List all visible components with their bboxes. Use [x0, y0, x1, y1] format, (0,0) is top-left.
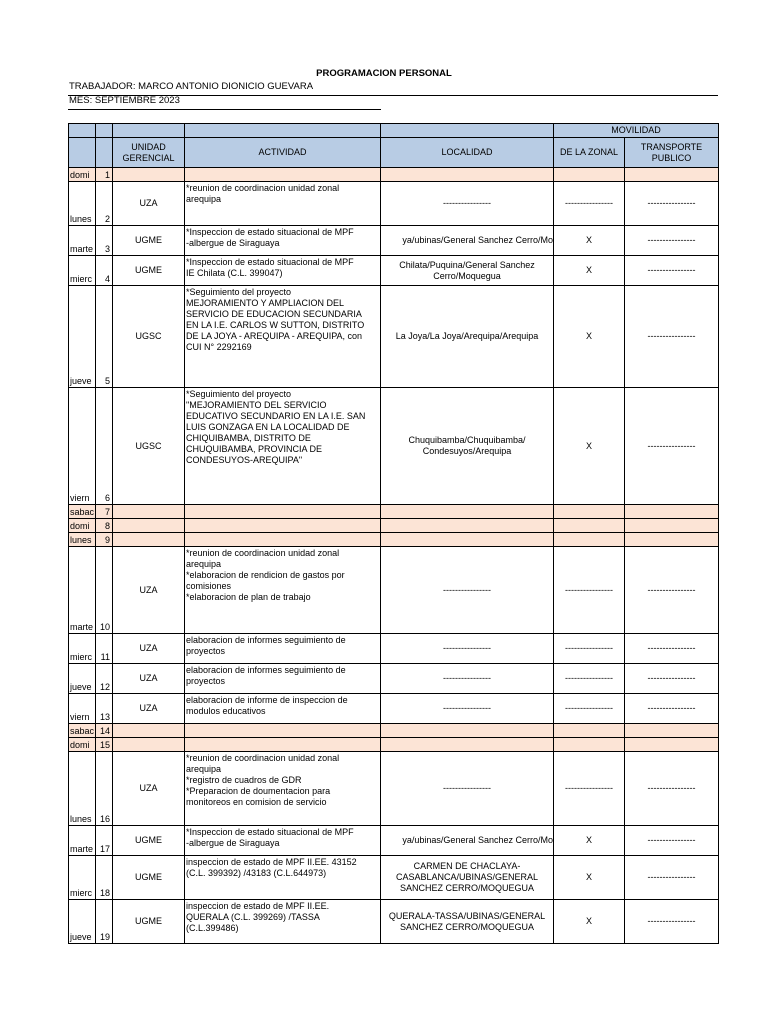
activity-cell: *reunion de coordinacion unidad zonal arequipa *elaboracion de rendicion de gastos por comisiones *elaboracion de plan de trabajo	[185, 547, 381, 634]
activity-cell	[185, 738, 381, 752]
table-row	[69, 286, 719, 388]
day-number-cell: 12	[96, 664, 113, 694]
table-row	[69, 547, 719, 634]
header-movilidad: MOVILIDAD	[554, 124, 719, 138]
location-cell: La Joya/La Joya/Arequipa/Arequipa	[381, 286, 554, 388]
day-cell: domi	[69, 738, 96, 752]
location-cell: CARMEN DE CHACLAYA- CASABLANCA/UBINAS/GENERAL SANCHEZ CERRO/MOQUEGUA	[381, 856, 554, 900]
zonal-cell: ----------------	[554, 547, 625, 634]
location-cell	[381, 724, 554, 738]
activity-cell: *Inspeccion de estado situacional de MPF -albergue de Siraguaya	[185, 826, 381, 856]
table-row	[69, 182, 719, 226]
table-row	[69, 724, 719, 738]
header-actividad: ACTIVIDAD	[185, 138, 381, 168]
location-cell: ----------------	[381, 547, 554, 634]
transport-cell	[625, 724, 719, 738]
unit-cell: UGME	[113, 856, 185, 900]
activity-cell: inspeccion de estado de MPF II.EE. QUERALA (C.L. 399269) /TASSA (C.L.399486)	[185, 900, 381, 944]
table-row	[69, 664, 719, 694]
zonal-cell: X	[554, 286, 625, 388]
zonal-cell	[554, 168, 625, 182]
activity-cell: elaboracion de informes seguimiento de proyectos	[185, 664, 381, 694]
table-row	[69, 826, 719, 856]
header-unidad: UNIDAD GERENCIAL	[113, 138, 185, 168]
schedule-table	[68, 123, 719, 944]
month-label: MES: SEPTIEMBRE 2023	[69, 95, 180, 106]
transport-cell: ----------------	[625, 256, 719, 286]
table-row	[69, 533, 719, 547]
transport-cell	[625, 519, 719, 533]
location-cell: ----------------	[381, 182, 554, 226]
location-cell: ----------------	[381, 752, 554, 826]
activity-cell	[185, 533, 381, 547]
transport-cell: ----------------	[625, 900, 719, 944]
day-number-cell: 2	[96, 182, 113, 226]
unit-cell: UGME	[113, 900, 185, 944]
unit-cell	[113, 724, 185, 738]
header-localidad: LOCALIDAD	[381, 138, 554, 168]
day-cell: lunes	[69, 752, 96, 826]
header-zonal: DE LA ZONAL	[554, 138, 625, 168]
transport-cell	[625, 738, 719, 752]
day-cell: sabac	[69, 724, 96, 738]
table-row	[69, 388, 719, 505]
transport-cell: ----------------	[625, 634, 719, 664]
unit-cell: UZA	[113, 182, 185, 226]
activity-cell	[185, 724, 381, 738]
zonal-cell: ----------------	[554, 694, 625, 724]
header-row	[69, 138, 719, 168]
activity-cell: *Inspeccion de estado situacional de MPF -albergue de Siraguaya	[185, 226, 381, 256]
day-cell: lunes	[69, 533, 96, 547]
location-cell: QUERALA-TASSA/UBINAS/GENERAL SANCHEZ CERRO/MOQUEGUA	[381, 900, 554, 944]
zonal-cell	[554, 533, 625, 547]
table-row	[69, 738, 719, 752]
location-cell: ya/ubinas/General Sanchez Cerro/Mo	[381, 826, 554, 856]
worker-line	[68, 81, 718, 96]
table-row	[69, 900, 719, 944]
transport-cell: ----------------	[625, 226, 719, 256]
activity-cell: *reunion de coordinacion unidad zonal arequipa	[185, 182, 381, 226]
location-cell	[381, 533, 554, 547]
day-number-cell: 19	[96, 900, 113, 944]
activity-cell: *reunion de coordinacion unidad zonal arequipa *registro de cuadros de GDR *Preparacion de doumentacion para monitoreos en comision de servicio	[185, 752, 381, 826]
day-number-cell: 17	[96, 826, 113, 856]
location-cell: Chilata/Puquina/General Sanchez Cerro/Moquegua	[381, 256, 554, 286]
day-number-cell: 5	[96, 286, 113, 388]
day-cell: viern	[69, 694, 96, 724]
activity-cell	[185, 168, 381, 182]
day-cell: jueve	[69, 286, 96, 388]
day-number-cell: 7	[96, 505, 113, 519]
unit-cell	[113, 505, 185, 519]
table-row	[69, 226, 719, 256]
unit-cell: UGME	[113, 826, 185, 856]
day-number-cell: 4	[96, 256, 113, 286]
day-cell: marte	[69, 547, 96, 634]
activity-cell: inspeccion de estado de MPF II.EE. 43152 (C.L. 399392) /43183 (C.L.644973)	[185, 856, 381, 900]
location-cell: ----------------	[381, 664, 554, 694]
unit-cell: UZA	[113, 664, 185, 694]
day-number-cell: 13	[96, 694, 113, 724]
location-cell	[381, 505, 554, 519]
day-cell: sabac	[69, 505, 96, 519]
day-number-cell: 14	[96, 724, 113, 738]
transport-cell: ----------------	[625, 826, 719, 856]
transport-cell: ----------------	[625, 388, 719, 505]
day-number-cell: 16	[96, 752, 113, 826]
unit-cell: UGSC	[113, 388, 185, 505]
zonal-cell: X	[554, 388, 625, 505]
day-cell: marte	[69, 826, 96, 856]
unit-cell	[113, 519, 185, 533]
worker-name: TRABAJADOR: MARCO ANTONIO DIONICIO GUEVARA	[69, 81, 314, 92]
table-row	[69, 519, 719, 533]
header-transporte: TRANSPORTE PUBLICO	[625, 138, 719, 168]
location-cell: ----------------	[381, 634, 554, 664]
transport-cell: ----------------	[625, 664, 719, 694]
transport-cell: ----------------	[625, 694, 719, 724]
day-number-cell: 11	[96, 634, 113, 664]
table-row	[69, 634, 719, 664]
unit-cell: UGME	[113, 256, 185, 286]
table-row	[69, 505, 719, 519]
day-cell: jueve	[69, 900, 96, 944]
location-cell	[381, 519, 554, 533]
day-cell: lunes	[69, 182, 96, 226]
unit-cell	[113, 168, 185, 182]
header-row-top	[69, 124, 719, 138]
activity-cell	[185, 505, 381, 519]
table-row	[69, 856, 719, 900]
unit-cell: UGME	[113, 226, 185, 256]
activity-cell: elaboracion de informe de inspeccion de modulos educativos	[185, 694, 381, 724]
transport-cell	[625, 505, 719, 519]
day-number-cell: 9	[96, 533, 113, 547]
transport-cell	[625, 533, 719, 547]
table-row	[69, 168, 719, 182]
day-number-cell: 10	[96, 547, 113, 634]
zonal-cell: X	[554, 226, 625, 256]
day-cell: marte	[69, 226, 96, 256]
page-title: PROGRAMACION PERSONAL	[316, 68, 452, 79]
zonal-cell: ----------------	[554, 182, 625, 226]
zonal-cell: X	[554, 856, 625, 900]
zonal-cell	[554, 724, 625, 738]
zonal-cell: X	[554, 256, 625, 286]
schedule-body	[69, 168, 719, 944]
unit-cell: UZA	[113, 547, 185, 634]
day-number-cell: 6	[96, 388, 113, 505]
transport-cell	[625, 168, 719, 182]
month-line	[68, 95, 381, 110]
activity-cell: *Seguimiento del proyecto "MEJORAMIENTO DEL SERVICIO EDUCATIVO SECUNDARIO EN LA I.E. SAN LUIS GONZAGA EN LA LOCALIDAD DE CHIQUIBAMBA, DISTRITO DE CHUQUIBAMBA, PROVINCIA DE CONDESUYOS-AREQUIPA"	[185, 388, 381, 505]
table-row	[69, 694, 719, 724]
day-cell: viern	[69, 388, 96, 505]
location-cell	[381, 168, 554, 182]
day-cell: domi	[69, 168, 96, 182]
zonal-cell	[554, 738, 625, 752]
day-cell: mierc	[69, 256, 96, 286]
activity-cell: *Inspeccion de estado situacional de MPF IE Chilata (C.L. 399047)	[185, 256, 381, 286]
zonal-cell: X	[554, 900, 625, 944]
transport-cell: ----------------	[625, 547, 719, 634]
transport-cell: ----------------	[625, 182, 719, 226]
zonal-cell: ----------------	[554, 634, 625, 664]
transport-cell: ----------------	[625, 286, 719, 388]
location-cell: ya/ubinas/General Sanchez Cerro/Mo	[381, 226, 554, 256]
unit-cell: UGSC	[113, 286, 185, 388]
table-row	[69, 752, 719, 826]
day-cell: domi	[69, 519, 96, 533]
unit-cell: UZA	[113, 694, 185, 724]
activity-cell: *Seguimiento del proyecto MEJORAMIENTO Y AMPLIACION DEL SERVICIO DE EDUCACION SECUNDARIA EN LA I.E. CARLOS W SUTTON, DISTRITO DE LA JOYA - AREQUIPA - AREQUIPA, con CUI N° 2292169	[185, 286, 381, 388]
day-cell: mierc	[69, 856, 96, 900]
activity-cell	[185, 519, 381, 533]
table-row	[69, 256, 719, 286]
zonal-cell	[554, 505, 625, 519]
day-number-cell: 1	[96, 168, 113, 182]
zonal-cell: ----------------	[554, 664, 625, 694]
location-cell: ----------------	[381, 694, 554, 724]
zonal-cell: ----------------	[554, 752, 625, 826]
transport-cell: ----------------	[625, 752, 719, 826]
day-number-cell: 18	[96, 856, 113, 900]
zonal-cell: X	[554, 826, 625, 856]
unit-cell	[113, 533, 185, 547]
activity-cell: elaboracion de informes seguimiento de proyectos	[185, 634, 381, 664]
unit-cell: UZA	[113, 752, 185, 826]
day-number-cell: 3	[96, 226, 113, 256]
day-cell: mierc	[69, 634, 96, 664]
location-cell: Chuquibamba/Chuquibamba/ Condesuyos/Arequipa	[381, 388, 554, 505]
zonal-cell	[554, 519, 625, 533]
transport-cell: ----------------	[625, 856, 719, 900]
unit-cell: UZA	[113, 634, 185, 664]
unit-cell	[113, 738, 185, 752]
day-number-cell: 15	[96, 738, 113, 752]
location-cell	[381, 738, 554, 752]
day-number-cell: 8	[96, 519, 113, 533]
day-cell: jueve	[69, 664, 96, 694]
